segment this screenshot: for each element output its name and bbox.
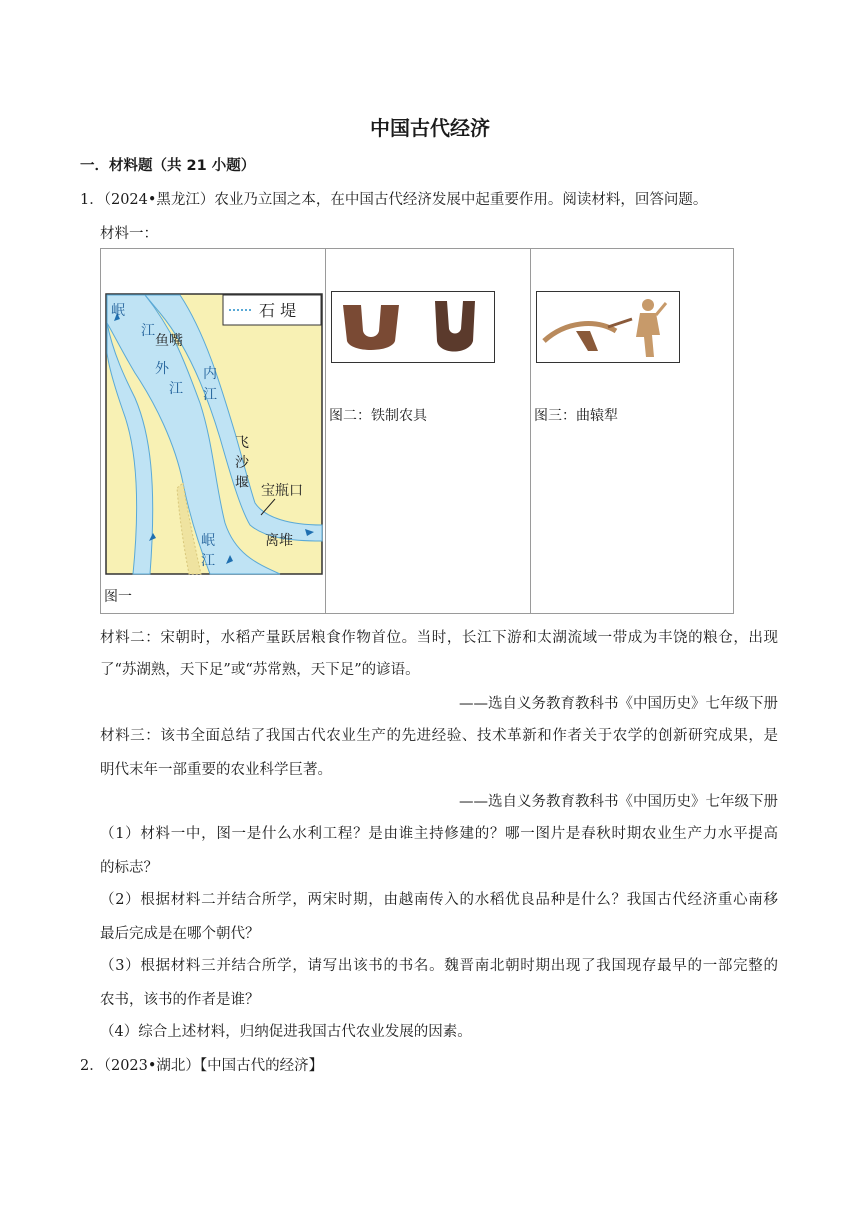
subquestion-4: （4）综合上述材料，归纳促进我国古代农业发展的因素。 — [100, 1024, 472, 1040]
figure-3-caption: 图三：曲辕犁 — [534, 408, 618, 424]
material-2-source: ——选自义务教育教科书《中国历史》七年级下册 — [459, 696, 778, 712]
label-wai: 外 — [155, 361, 169, 377]
label-baopingkou: 宝瓶口 — [261, 483, 303, 499]
section-heading: 一．材料题（共 21 小题） — [80, 158, 256, 174]
label-min-bottom: 岷 — [201, 533, 215, 549]
subquestion-2-line-1: （2）根据材料二并结合所学，两宋时期，由越南传入的水稻优良品种是什么？我国古代经济重心南移 — [100, 892, 778, 908]
question-2-stem: 2．（2023•湖北）【中国古代的经济】 — [80, 1058, 324, 1074]
label-jiang-bottom: 江 — [201, 553, 215, 569]
label-nei-jiang: 江 — [203, 387, 217, 403]
material-2-line-1: 材料二：宋朝时，水稻产量跃居粮食作物首位。当时，长江下游和太湖流域一带成为丰饶的粮仓，出现 — [100, 630, 778, 646]
figure-3-cell — [531, 249, 734, 614]
figure-1-cell — [101, 249, 326, 614]
page-title: 中国古代经济 — [370, 116, 490, 140]
question-1-stem: 1．（2024•黑龙江）农业乃立国之本，在中国古代经济发展中起重要作用。阅读材料，回答问题。 — [80, 192, 708, 208]
label-yuzui: 鱼嘴 — [155, 333, 183, 349]
material-3-line-1: 材料三：该书全面总结了我国古代农业生产的先进经验、技术革新和作者关于农学的创新研究成果，是 — [100, 728, 778, 744]
farmer-head-icon — [642, 299, 654, 311]
label-lidui: 离堆 — [265, 533, 293, 549]
subquestion-3-line-2: 农书，该书的作者是谁？ — [100, 992, 260, 1008]
figure-table — [100, 248, 734, 614]
figure-2-caption: 图二：铁制农具 — [329, 408, 427, 424]
subquestion-3-line-1: （3）根据材料三并结合所学，请写出该书的书名。魏晋南北朝时期出现了我国现存最早的一部完整的 — [100, 958, 778, 974]
material-3-source: ——选自义务教育教科书《中国历史》七年级下册 — [459, 794, 778, 810]
subquestion-1-line-2: 的标志？ — [100, 860, 158, 876]
label-wai-jiang: 江 — [169, 381, 183, 397]
label-jiang-top: 江 — [141, 323, 155, 339]
material-2-line-2: 了“苏湖熟，天下足”或“苏常熟，天下足”的谚语。 — [100, 662, 420, 678]
label-nei: 内 — [203, 366, 217, 382]
subquestion-2-line-2: 最后完成是在哪个朝代？ — [100, 926, 260, 942]
material-3-line-2: 明代末年一部重要的农业科学巨著。 — [100, 762, 332, 778]
label-min-top: 岷 — [111, 303, 125, 319]
figure-2-cell — [326, 249, 531, 614]
label-di: 堰 — [235, 475, 249, 491]
subquestion-1-line-1: （1）材料一中，图一是什么水利工程？是由谁主持修建的？哪一图片是春秋时期农业生产力水平提高 — [100, 826, 778, 842]
legend-label: 石 堤 — [259, 301, 297, 320]
iron-tools-image — [331, 291, 495, 363]
material-1-label: 材料一： — [100, 226, 158, 242]
dujiangyan-map — [105, 293, 323, 575]
label-sha: 沙 — [235, 455, 249, 471]
label-fei: 飞 — [235, 435, 249, 451]
curved-plow-image — [536, 291, 680, 363]
figure-1-caption: 图一 — [104, 589, 132, 605]
